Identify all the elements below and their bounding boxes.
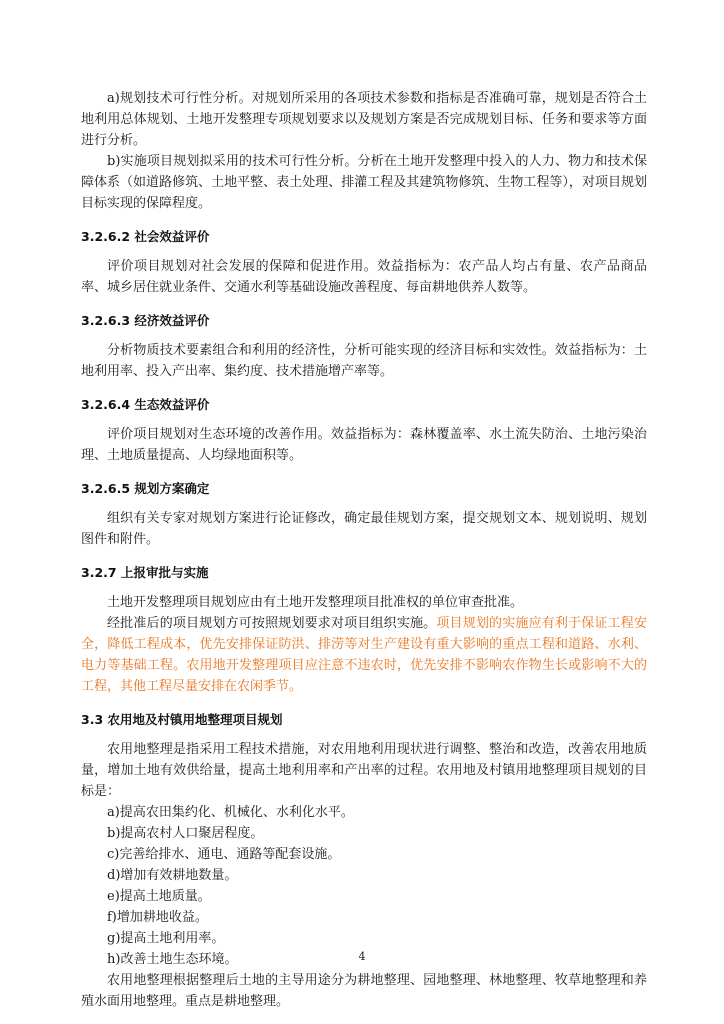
list-item: a)提高农田集约化、机械化、水利化水平。 bbox=[107, 805, 354, 820]
heading-economic-benefit: 3.2.6.3 经济效益评价 bbox=[81, 313, 210, 328]
paragraph-economic-benefit: 分析物质技术要素组合和利用的经济性，分析可能实现的经济目标和实效性。效益指标为：土地利用率、投入产出率、集约度、技术措施增产率等。 bbox=[81, 343, 647, 379]
paragraph-social-benefit: 评价项目规划对社会发展的保障和促进作用。效益指标为：农产品人均占有量、农产品商品率、城乡居住就业条件、交通水利等基础设施改善程度、每亩耕地供养人数等。 bbox=[81, 259, 647, 295]
heading-land-consolidation-plan: 3.3 农用地及村镇用地整理项目规划 bbox=[81, 712, 283, 727]
paragraph-technical-feasibility: a)规划技术可行性分析。对规划所采用的各项技术参数和指标是否准确可靠，规划是否符合土地利用总体规划、土地开发整理专项规划要求以及规划方案是否完成规划目标、任务和要求等方面进行分析。 bbox=[81, 91, 647, 148]
list-item: c)完善给排水、通电、通路等配套设施。 bbox=[107, 847, 341, 862]
list-item: b)提高农村人口聚居程度。 bbox=[107, 826, 264, 841]
list-item: d)增加有效耕地数量。 bbox=[107, 868, 238, 883]
paragraph-implementation-feasibility: b)实施项目规划拟采用的技术可行性分析。分析在土地开发整理中投入的人力、物力和技术保障体系（如道路修筑、土地平整、表土处理、排灌工程及其建筑物修筑、生物工程等），对项目规划目标实现的保障程度。 bbox=[81, 154, 647, 211]
paragraph-approval: 土地开发整理项目规划应由有土地开发整理项目批准权的单位审查批准。 bbox=[107, 595, 524, 610]
heading-approval-implementation: 3.2.7 上报审批与实施 bbox=[81, 565, 209, 580]
implementation-text: 经批准后的项目规划方可按照规划要求对项目组织实施。 bbox=[107, 616, 437, 631]
list-item: f)增加耕地收益。 bbox=[107, 910, 208, 925]
paragraph-land-consolidation: 农用地整理是指采用工程技术措施，对农用地利用现状进行调整、整治和改造，改善农用地质量，增加土地有效供给量，提高土地利用率和产出率的过程。农用地及村镇用地整理项目规划的目标是： bbox=[81, 742, 647, 799]
paragraph-ecological-benefit: 评价项目规划对生态环境的改善作用。效益指标为：森林覆盖率、水土流失防治、土地污染治理、土地质量提高、人均绿地面积等。 bbox=[81, 427, 647, 463]
page-content bbox=[81, 88, 647, 1012]
paragraph-land-consolidation-types: 农用地整理根据整理后土地的主导用途分为耕地整理、园地整理、林地整理、牧草地整理和养殖水面用地整理。重点是耕地整理。 bbox=[81, 973, 647, 1009]
page-number: 4 bbox=[358, 950, 366, 963]
list-item: e)提高土地质量。 bbox=[107, 889, 211, 904]
heading-social-benefit: 3.2.6.2 社会效益评价 bbox=[81, 229, 210, 244]
list-item: g)提高土地利用率。 bbox=[107, 931, 225, 946]
heading-ecological-benefit: 3.2.6.4 生态效益评价 bbox=[81, 397, 210, 412]
paragraph-implementation bbox=[81, 613, 647, 697]
list-item: h)改善土地生态环境。 bbox=[107, 952, 238, 967]
implementation-highlight-text: 项目规划的实施应有利于保证工程安全，降低工程成本，优先安排保证防洪、排涝等对生产建设有重大影响的重点工程和道路、水利、电力等基础工程。农用地开发整理项目应注意不违农时，优先安排不影响农作物生长或影响不大的工程，其他工程尽量安排在农闲季节。 bbox=[81, 616, 647, 694]
paragraph-plan-determination: 组织有关专家对规划方案进行论证修改，确定最佳规划方案，提交规划文本、规划说明、规划图件和附件。 bbox=[81, 511, 647, 547]
heading-plan-determination: 3.2.6.5 规划方案确定 bbox=[81, 481, 210, 496]
